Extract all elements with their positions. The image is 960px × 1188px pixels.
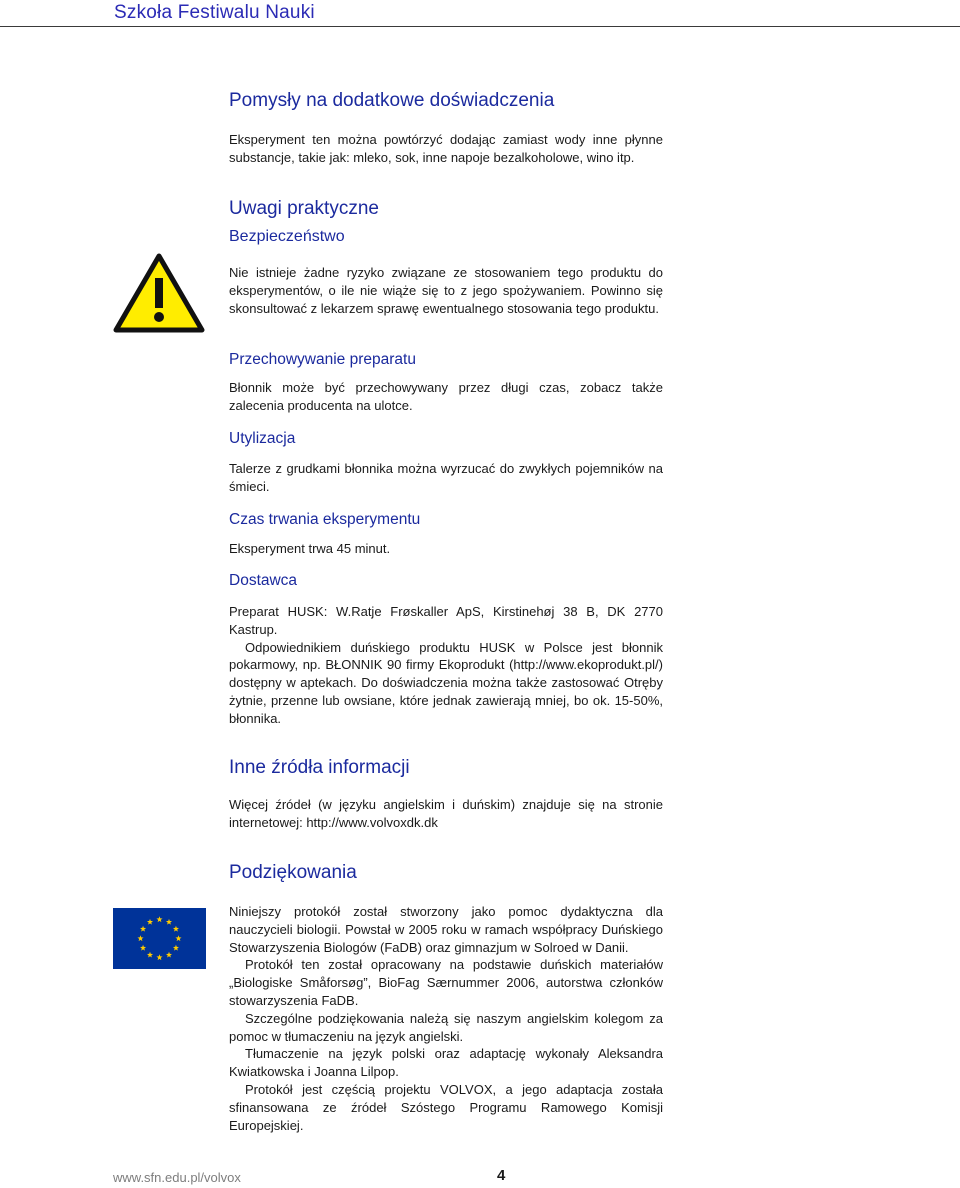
page-header — [0, 0, 960, 27]
header-title: Szkoła Festiwalu Nauki — [114, 2, 315, 23]
footer-url[interactable]: www.sfn.edu.pl/volvox — [113, 1170, 241, 1185]
thanks-heading: Podziękowania — [229, 862, 357, 883]
ideas-text: Eksperyment ten można powtórzyć dodając zamiast wody inne płynne substancje, takie jak: mleko, sok, inne napoje bezalkoholowe, wino itp. — [229, 132, 663, 165]
safety-heading: Bezpieczeństwo — [229, 228, 345, 245]
safety-text: Nie istnieje żadne ryzyko związane ze stosowaniem tego produktu do eksperymentów, o ile nie wiąże się to z jego spożywaniem. Powinno się skonsultować z lekarzem sprawę ewentualnego stosowania tego produktu. — [229, 265, 663, 316]
thanks-text — [229, 903, 663, 1134]
page-number: 4 — [497, 1167, 506, 1184]
practical-heading: Uwagi praktyczne — [229, 198, 379, 219]
supplier-heading: Dostawca — [229, 572, 298, 589]
thanks-paragraph-5: Protokół jest częścią projektu VOLVOX, a jego adaptacja została sfinansowana ze źródeł Szóstego Programu Ramowego Komisji Europejskiej. — [229, 1081, 663, 1133]
disposal-text: Talerze z grudkami błonnika można wyrzucać do zwykłych pojemników na śmieci. — [229, 461, 663, 494]
storage-heading: Przechowywanie preparatu — [229, 351, 416, 368]
sources-text: Więcej źródeł (w języku angielskim i duńskim) znajduje się na stronie internetowej: http://www.volvoxdk.dk — [229, 797, 663, 830]
thanks-paragraph-3: Szczególne podziękowania należą się naszym angielskim kolegom za pomoc w tłumaczeniu na język angielski. — [229, 1010, 663, 1044]
ideas-heading: Pomysły na dodatkowe doświadczenia — [229, 90, 555, 111]
supplier-paragraph-1: Preparat HUSK: W.Ratje Frøskaller ApS, Kirstinehøj 38 B, DK 2770 Kastrup. — [229, 604, 663, 637]
eu-flag-icon — [113, 908, 206, 969]
thanks-paragraph-4: Tłumaczenie na język polski oraz adaptację wykonały Aleksandra Kwiatkowska i Joanna Lilpop. — [229, 1046, 663, 1080]
sources-heading: Inne źródła informacji — [229, 757, 410, 778]
supplier-paragraph-2: Odpowiednikiem duńskiego produktu HUSK w Polsce jest błonnik pokarmowy, np. BŁONNIK 90 firmy Ekoprodukt (http://www.ekoprodukt.pl/) dostępny w aptekach. Do doświadczenia można także zastosować Otręby żytnie, przenne lub owsiane, które jednak zawierają mniej, bo ok. 15-50%, błonnika. — [229, 639, 663, 726]
duration-heading: Czas trwania eksperymentu — [229, 511, 421, 528]
duration-text: Eksperyment trwa 45 minut. — [229, 541, 391, 556]
disposal-heading: Utylizacja — [229, 430, 296, 447]
supplier-text — [229, 603, 663, 728]
thanks-paragraph-2: Protokół ten został opracowany na podstawie duńskich materiałów „Biologiske Småforsøg”, BioFag Særnummer 2006, autorstwa członków stowarzyszenia FaDB. — [229, 957, 663, 1008]
thanks-paragraph-1: Niniejszy protokół został stworzony jako pomoc dydaktyczna dla nauczycieli biologii. Powstał w 2005 roku w ramach współpracy Duńskiego Stowarzyszenia Biologów (FaDB) oraz gimnazjum w Solroed w Danii. — [229, 904, 663, 955]
storage-text: Błonnik może być przechowywany przez długi czas, zobacz także zalecenia producenta na ulotce. — [229, 380, 663, 413]
warning-triangle-icon — [113, 252, 205, 334]
